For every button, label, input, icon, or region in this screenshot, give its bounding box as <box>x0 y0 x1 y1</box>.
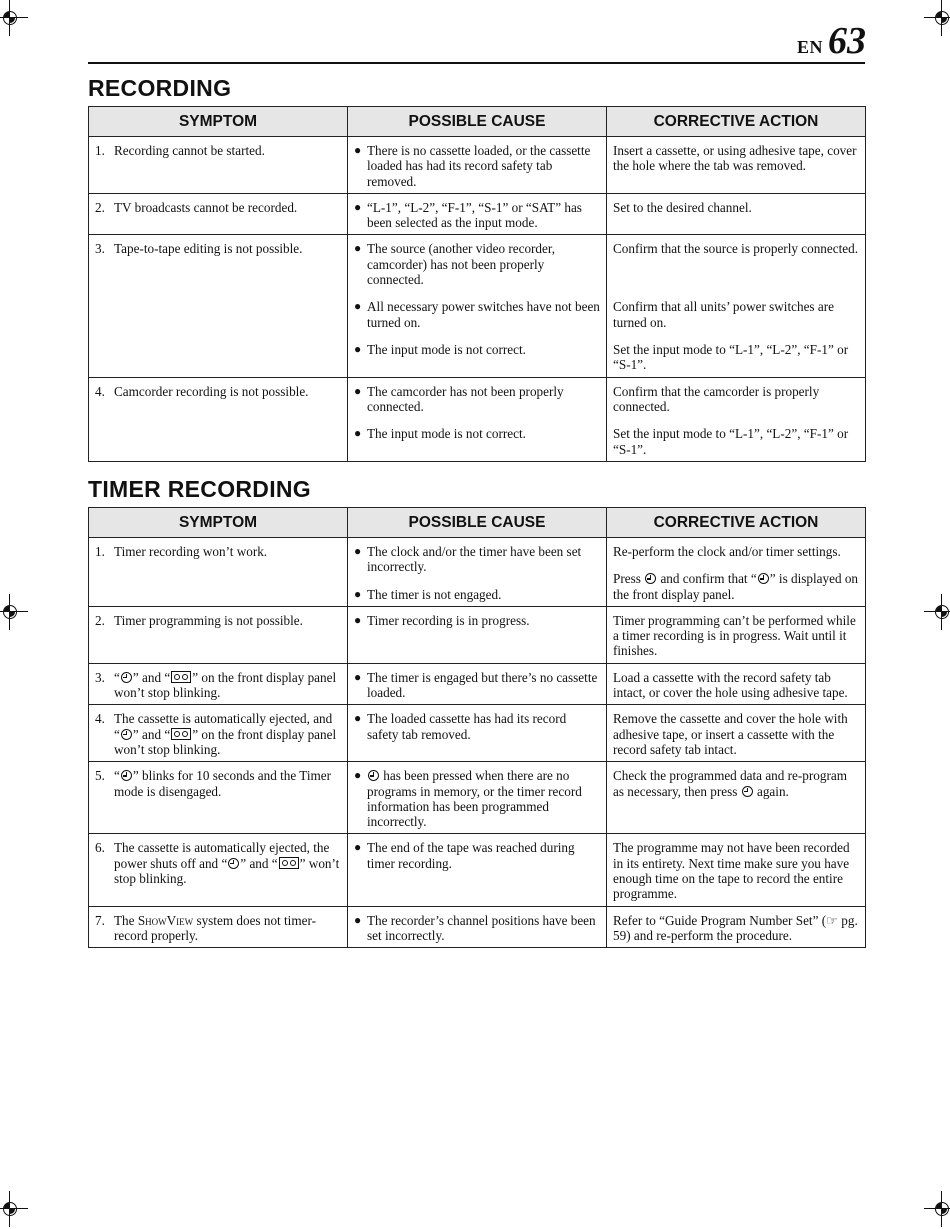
pointing-hand-icon: ☞ <box>826 912 838 928</box>
symptom-cell <box>89 137 348 194</box>
bullet-icon: ● <box>354 143 362 157</box>
bullet-icon: ● <box>354 426 362 441</box>
action-cell <box>607 235 866 377</box>
table-row <box>89 705 866 762</box>
bullet-icon: ● <box>354 241 362 256</box>
table-row <box>89 906 866 948</box>
symptom-text-part: ” blinks for 10 seconds and the Timer mode is disengaged. <box>114 768 332 799</box>
cause-text: There is no cassette loaded, or the cassette loaded has had its record safety tab removed. <box>367 143 591 189</box>
table-header-row <box>89 107 866 137</box>
bullet-icon: ● <box>354 544 362 558</box>
header-rule <box>88 62 865 64</box>
cassette-icon <box>171 671 191 683</box>
action-cell <box>607 193 866 235</box>
symptom-cell <box>89 705 348 762</box>
action-text-with-icons <box>613 571 859 602</box>
cause-cell <box>348 834 607 906</box>
row-number: 7. <box>95 912 105 928</box>
cause-cell <box>348 705 607 762</box>
page-header <box>797 22 866 60</box>
registration-mark-mid-left <box>0 602 20 622</box>
cause-text: Timer recording is in progress. <box>367 612 530 628</box>
table-row <box>89 538 866 607</box>
bullet-icon: ● <box>354 912 362 927</box>
bullet-icon: ● <box>354 383 362 398</box>
bullet-icon: ● <box>354 768 362 783</box>
cause-cell <box>348 235 607 377</box>
cause-cell <box>348 906 607 948</box>
cause-text <box>367 768 600 829</box>
table-row <box>89 377 866 461</box>
table-row <box>89 235 866 377</box>
action-text: Set the input mode to “L-1”, “L-2”, “F-1” or “S-1”. <box>613 426 849 457</box>
cause-text: The camcorder has not been properly connected. <box>367 383 564 414</box>
cause-cell <box>348 762 607 834</box>
symptom-text-part: ” and “ <box>132 726 171 742</box>
page-number: 63 <box>828 20 866 62</box>
table-row <box>89 663 866 705</box>
language-code: EN <box>796 37 823 57</box>
action-cell <box>607 663 866 705</box>
timer-clock-icon <box>645 573 656 584</box>
symptom-text-part: The <box>114 912 135 928</box>
symptom-text-part: The cassette is automatically ejected, the power shuts off and “ <box>114 840 330 871</box>
header-possible-cause: POSSIBLE CAUSE <box>348 508 607 538</box>
symptom-text <box>114 913 341 944</box>
bullet-icon: ● <box>354 669 362 684</box>
header-possible-cause: POSSIBLE CAUSE <box>348 107 607 137</box>
symptom-text-part: ” won’t stop blinking. <box>114 855 340 887</box>
cause-text: The timer is not engaged. <box>367 586 502 602</box>
row-number: 3. <box>95 241 105 257</box>
table-header-row <box>89 508 866 538</box>
symptom-text: Timer recording won’t work. <box>114 544 268 559</box>
row-number: 2. <box>95 612 105 628</box>
section-title-recording: RECORDING <box>88 75 232 101</box>
symptom-cell <box>89 193 348 235</box>
row-number: 2. <box>95 199 105 215</box>
bullet-icon: ● <box>354 711 362 726</box>
symptom-cell <box>89 663 348 705</box>
timer-clock-icon <box>758 573 769 584</box>
action-text: Confirm that the source is properly connected. <box>613 241 858 257</box>
symptom-cell <box>89 606 348 663</box>
action-text: Remove the cassette and cover the hole with adhesive tape, or insert a cassette with the record safety tab intact. <box>613 711 848 757</box>
action-cell <box>607 137 866 194</box>
registration-mark-top-right <box>932 8 950 28</box>
action-cell <box>607 377 866 461</box>
action-text-part: again. <box>756 783 789 799</box>
action-text-part: Check the programmed data and re-program as necessary, then press <box>613 768 847 799</box>
cause-text: The input mode is not correct. <box>367 426 526 442</box>
symptom-text <box>114 768 341 799</box>
row-number: 4. <box>95 383 105 399</box>
header-symptom: SYMPTOM <box>89 508 348 538</box>
action-text: Confirm that all units’ power switches are turned on. <box>613 299 834 330</box>
symptom-cell <box>89 906 348 948</box>
action-cell <box>607 762 866 834</box>
cause-text: The source (another video recorder, camcorder) has not been properly connected. <box>367 241 556 288</box>
timer-clock-icon <box>121 672 132 683</box>
symptom-cell <box>89 834 348 906</box>
action-text: Load a cassette with the record safety tab intact, or cover the hole using adhesive tape. <box>613 669 848 701</box>
bullet-icon: ● <box>354 612 362 627</box>
header-corrective-action: CORRECTIVE ACTION <box>607 107 866 137</box>
symptom-text: TV broadcasts cannot be recorded. <box>114 199 298 215</box>
cause-text: “L-1”, “L-2”, “F-1”, “S-1” or “SAT” has been selected as the input mode. <box>367 199 582 231</box>
cause-text: The clock and/or the timer have been set incorrectly. <box>367 544 582 575</box>
registration-mark-top-left <box>0 8 20 28</box>
symptom-text <box>114 840 341 886</box>
symptom-text-part: “ <box>114 669 120 685</box>
recording-table <box>88 106 866 462</box>
row-number: 4. <box>95 711 105 727</box>
action-text: Re-perform the clock and/or timer settings. <box>613 544 841 559</box>
symptom-text: Tape-to-tape editing is not possible. <box>114 241 303 257</box>
symptom-text-part: ” on the front display panel won’t stop blinking. <box>114 669 337 701</box>
timer-recording-table <box>88 507 866 948</box>
action-text-part: Refer to “Guide Program Number Set” ( <box>613 912 827 928</box>
symptom-cell <box>89 377 348 461</box>
symptom-text-part: ” on the front display panel won’t stop blinking. <box>114 726 337 757</box>
symptom-cell <box>89 762 348 834</box>
row-number: 5. <box>95 768 105 784</box>
action-cell <box>607 906 866 948</box>
action-text <box>613 768 847 798</box>
symptom-text: Camcorder recording is not possible. <box>114 383 309 399</box>
row-number: 1. <box>95 143 105 158</box>
showview-brand: ShowView <box>137 912 194 928</box>
cause-cell <box>348 193 607 235</box>
action-text: Set to the desired channel. <box>613 199 752 215</box>
bullet-icon: ● <box>354 299 362 314</box>
cause-cell <box>348 377 607 461</box>
row-number: 6. <box>95 840 105 856</box>
action-text-part: and confirm that “ <box>660 571 757 587</box>
cassette-icon <box>279 857 299 869</box>
symptom-text: Timer programming is not possible. <box>114 612 303 628</box>
timer-clock-icon <box>228 858 239 869</box>
registration-mark-bottom-right <box>932 1199 950 1219</box>
cassette-icon <box>171 728 191 740</box>
bullet-icon: ● <box>354 586 362 601</box>
bullet-icon: ● <box>354 341 362 356</box>
section-title-timer-recording: TIMER RECORDING <box>88 476 311 502</box>
action-cell <box>607 606 866 663</box>
cause-text: The end of the tape was reached during timer recording. <box>367 840 575 871</box>
cause-text-part: has been pressed when there are no programs in memory, or the timer record information has been programmed incorrectly. <box>367 768 582 830</box>
symptom-text-part: system does not timer-record properly. <box>114 912 316 943</box>
row-number: 1. <box>95 544 105 559</box>
bullet-icon: ● <box>354 199 362 214</box>
symptom-text: Recording cannot be started. <box>114 143 265 158</box>
action-text: Timer programming can’t be performed while a timer recording is in progress. Wait until it finishes. <box>613 612 856 659</box>
timer-clock-icon <box>742 786 753 797</box>
cause-cell <box>348 606 607 663</box>
action-text: Confirm that the camcorder is properly connected. <box>613 383 820 414</box>
action-text: Set the input mode to “L-1”, “L-2”, “F-1” or “S-1”. <box>613 342 849 373</box>
action-text: The programme may not have been recorded in its entirety. Next time make sure you have enough time on the tape to record the entire programme. <box>613 840 850 902</box>
row-number: 3. <box>95 669 105 685</box>
symptom-cell <box>89 235 348 377</box>
symptom-text-part: ” and “ <box>240 855 278 871</box>
action-text: Insert a cassette, or using adhesive tape, cover the hole where the tab was removed. <box>613 143 857 174</box>
header-symptom: SYMPTOM <box>89 107 348 137</box>
action-cell <box>607 834 866 906</box>
table-row <box>89 762 866 834</box>
cause-cell <box>348 538 607 607</box>
cause-cell <box>348 663 607 705</box>
symptom-text <box>114 711 341 757</box>
table-row <box>89 137 866 194</box>
cause-cell <box>348 137 607 194</box>
action-cell <box>607 538 866 607</box>
action-text-part: ” is displayed on the front display panel. <box>613 571 859 602</box>
symptom-text <box>114 670 341 701</box>
action-text-part: Press <box>613 571 641 587</box>
symptom-text-part: “ <box>114 768 120 784</box>
registration-mark-bottom-left <box>0 1199 20 1219</box>
table-row <box>89 834 866 906</box>
table-row <box>89 193 866 235</box>
cause-text: The timer is engaged but there’s no cassette loaded. <box>367 669 598 701</box>
action-text-part: pg. 59) and re-perform the procedure. <box>613 912 858 943</box>
bullet-icon: ● <box>354 840 362 855</box>
symptom-text-part: ” and “ <box>132 669 171 685</box>
cause-text: The input mode is not correct. <box>367 341 526 357</box>
timer-clock-icon <box>121 729 132 740</box>
registration-mark-mid-right <box>932 602 950 622</box>
timer-clock-icon <box>368 770 379 781</box>
action-cell <box>607 705 866 762</box>
cause-text: All necessary power switches have not been turned on. <box>367 299 600 330</box>
table-row <box>89 606 866 663</box>
action-text <box>613 913 858 943</box>
cause-text: The recorder’s channel positions have been set incorrectly. <box>367 912 596 943</box>
timer-clock-icon <box>121 770 132 781</box>
header-corrective-action: CORRECTIVE ACTION <box>607 508 866 538</box>
symptom-text-part: The cassette is automatically ejected, and “ <box>114 711 333 742</box>
cause-text: The loaded cassette has had its record safety tab removed. <box>367 711 567 742</box>
symptom-cell <box>89 538 348 607</box>
